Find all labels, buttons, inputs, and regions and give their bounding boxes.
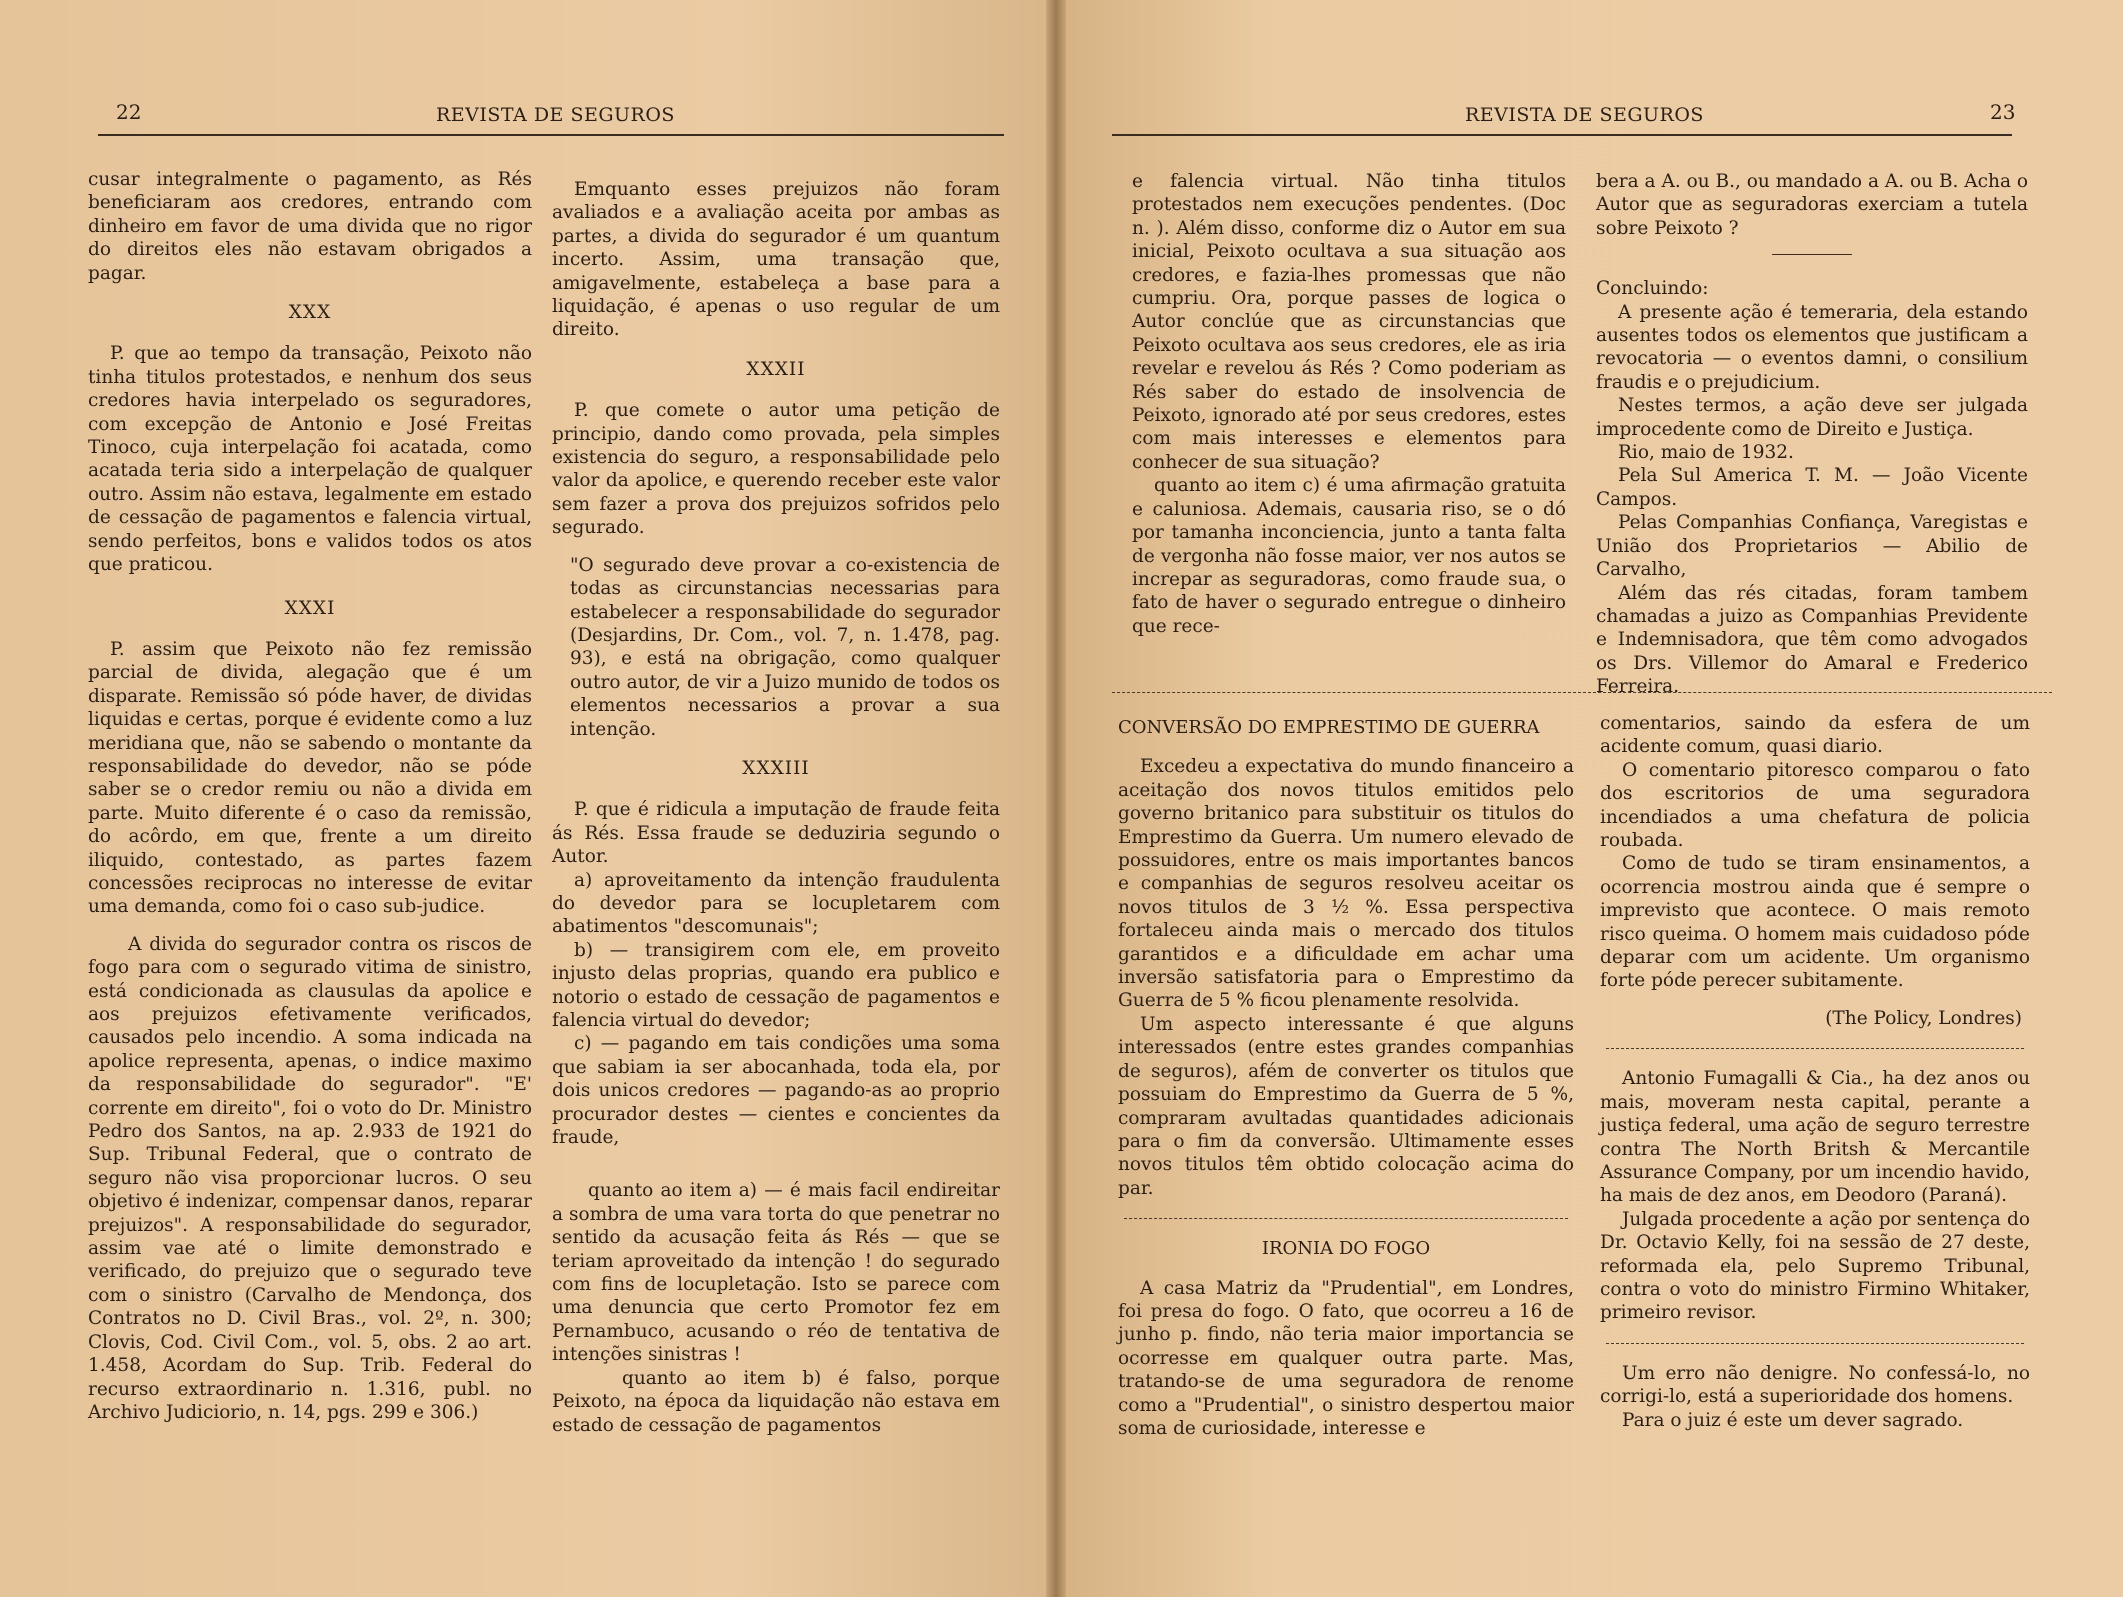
- right-column-2-top: [1596, 170, 2028, 699]
- paragraph: Pelas Companhias Confiança, Varegistas e União dos Proprietarios — Abilio de Carvalho,: [1596, 512, 2028, 581]
- paragraph: Excedeu a expectativa do mundo financeiro a aceitação dos novos titulos emitidos pelo governo britanico para substituir os titulos do Emprestimo da Guerra. Um numero elevado de possuidores, entre os mais importantes bancos e companhias de seguros resolveu aceitar os novos titulos de 3 ½ %. Essa perspectiva fortaleceu ainda mais o mercado dos titulos garantidos e a dificuldade em achar uma inversão satisfatoria para o Emprestimo da Guerra de 5 % ficou plenamente resolvida.: [1118, 756, 1574, 1012]
- left-column-2: [552, 178, 1000, 1437]
- right-column-1-bottom: [1118, 712, 1574, 1440]
- right-column-1-top: [1132, 170, 1566, 638]
- short-rule: [1772, 254, 1852, 255]
- paragraph: Julgada procedente a ação por sentença do Dr. Octavio Kelly, foi na sessão de 27 deste, reformada ela, pelo Supremo Tribunal, contra o voto do ministro Firmino Whitaker, primeiro revisor.: [1600, 1208, 2030, 1324]
- paragraph: comentarios, saindo da esfera de um acidente comum, quasi diario.: [1600, 713, 2030, 758]
- section-heading: XXXIII: [742, 757, 810, 779]
- paragraph: Concluindo:: [1596, 278, 1709, 300]
- paragraph: c) — pagando em tais condições uma soma que sabiam ia ser abocanhada, toda ela, por dois unicos credores — pagando-as ao proprio procurador destes — cientes e concientes da fraude,: [552, 1033, 1000, 1149]
- paragraph: Para o juiz é este um dever sagrado.: [1622, 1409, 1964, 1431]
- paragraph: quanto ao item b) é falso, porque Peixoto, na época da liquidação não estava em estado de cessação de pagamentos: [552, 1367, 1000, 1436]
- right-column-2-bottom: [1600, 712, 2030, 1432]
- source-credit: (The Policy, Londres): [1825, 1007, 2022, 1029]
- page-gutter: [1046, 0, 1066, 1597]
- section-heading: XXXI: [284, 597, 336, 619]
- paragraph: Como de tudo se tiram ensinamentos, a ocorrencia mostrou ainda que é sempre o imprevisto que acontece. O mais remoto risco queima. O homem mais cuidadoso póde deparar com um acidente. Um organismo forte póde perecer subitamente.: [1600, 853, 2030, 992]
- article-title: CONVERSÃO DO EMPRESTIMO DE GUERRA: [1118, 717, 1540, 738]
- left-running-header: REVISTA DE SEGUROS: [436, 104, 675, 126]
- left-header-rule: [98, 134, 1004, 136]
- paragraph: P. que ao tempo da transação, Peixoto não tinha titulos protestados, e nenhum dos seus credores havia interpelado os seguradores, com excepção de Antonio e José Freitas Tinoco, cuja interpelação foi acatada, como acatada teria sido a interpelação de qualquer outro. Assim não estava, legalmente em estado de cessação de pagamentos e falencia virtual, sendo perfeitos, bons e validos todos os atos que praticou.: [88, 343, 532, 576]
- paragraph: e falencia virtual. Não tinha titulos protestados nem execuções pendentes. (Doc n. ). Além disso, conforme diz o Autor em sua inicial, Peixoto ocultava a sua situação aos credores, e fazia-lhes promessas que não cumpriu. Ora, porque passes de logica o Autor conclúe que as circunstancias que Peixoto ocultava aos seus credores, ele as iria revelar e revelou ás Rés ? Como poderiam as Rés saber do estado de insolvencia de Peixoto, ignorado até por seus credores, estes com mais interesses e elementos para conhecer de sua situação?: [1132, 171, 1566, 473]
- section-heading: XXX: [288, 302, 332, 324]
- paragraph: A casa Matriz da "Prudential", em Londres, foi presa do fogo. O fato, que ocorreu a 16 de junho p. findo, não teria maior importancia se ocorresse em qualquer outra parte. Mas, tratando-se de uma seguradora de renome como a "Prudential", o sinistro despertou maior soma de curiosidade, interesse e: [1118, 1277, 1574, 1439]
- left-page-number: 22: [116, 100, 142, 124]
- paragraph: b) — transigirem com ele, em proveito injusto delas proprias, quando era publico e notorio o estado de cessação de pagamentos e falencia virtual do devedor;: [552, 939, 1000, 1031]
- paragraph: A presente ação é temeraria, dela estando ausentes todos os elementos que justificam a revocatoria — o eventos damni, o consilium fraudis e o prejudicium.: [1596, 301, 2028, 393]
- right-page-number: 23: [1990, 100, 2016, 124]
- paragraph: Um aspecto interessante é que alguns interessados (entre estes grandes companhias de seguros), afém de converter os titulos que possuiam do Emprestimo da Guerra de 5 %, compraram avultadas quantidades adicionais para o fim da conversão. Ultimamente esses novos titulos têm obtido colocação acima do par.: [1118, 1013, 1574, 1199]
- article-title: IRONIA DO FOGO: [1261, 1238, 1431, 1260]
- section-heading: XXXII: [746, 358, 806, 380]
- dashed-separator: [1124, 1218, 1568, 1219]
- paragraph: Um erro não denigre. No confessá-lo, no corrigi-lo, está a superioridade dos homens.: [1600, 1362, 2030, 1408]
- paragraph: Além das rés citadas, foram tambem chamadas a juizo as Companhias Previdente e Indemnisadora, que têm como advogados os Drs. Villemor do Amaral e Frederico Ferreira.: [1596, 582, 2028, 698]
- paragraph: P. que é ridicula a imputação de fraude feita ás Rés. Essa fraude se deduziria segundo o Autor.: [552, 799, 1000, 868]
- right-header-rule: [1112, 134, 2012, 136]
- left-column-1: [88, 168, 532, 1424]
- paragraph: Nestes termos, a ação deve ser julgada improcedente como de Direito e Justiça.: [1596, 395, 2028, 440]
- section-divider: [1112, 692, 2052, 693]
- dashed-separator: [1606, 1343, 2024, 1344]
- paragraph: P. assim que Peixoto não fez remissão parcial de divida, alegação que é um disparate. Remissão só póde haver, de dividas liquidas e certas, porque é evidente como a luz meridiana que, não se sabendo o montante da responsabilidade do devedor, não se póde saber se o credor remiu ou não a divida em parte. Muito diferente é o caso da remissão, do acôrdo, em que, frente a um direito iliquido, contestado, as partes fazem concessões reciprocas no interesse de evitar uma demanda, como foi o caso sub-judice.: [88, 638, 532, 918]
- paragraph: quanto ao item c) é uma afirmação gratuita e caluniosa. Ademais, causaria riso, se o dó por tamanha inconciencia, junto a tanta falta de vergonha não fosse maior, ver nos autos se increpar as seguradoras, como fraude sua, o fato de haver o segurado entregue o dinheiro que rece-: [1132, 475, 1566, 637]
- quotation: "O segurado deve provar a co-existencia de todas as circunstancias necessarias para estabelecer a responsabilidade do segurador (Desjardins, Dr. Com., vol. 7, n. 1.478, pag. 93), e está na obrigação, como qualquer outro autor, de vir a Juizo munido de todos os elementos necessarios a provar a sua intenção.: [570, 554, 1000, 740]
- paragraph: cusar integralmente o pagamento, as Rés beneficiaram aos credores, entrando com dinheiro em favor de uma divida que no rigor do direitos eles não estavam obrigados a pagar.: [88, 169, 532, 284]
- paragraph: Emquanto esses prejuizos não foram avaliados e a avaliação aceita por ambas as partes, a divida do segurador é um quantum incerto. Assim, uma transação que, amigavelmente, estabeleça a base para a liquidação, é apenas o uso regular de um direito.: [552, 179, 1000, 341]
- paragraph: Antonio Fumagalli & Cia., ha dez anos ou mais, moveram nesta capital, perante a justiça federal, uma ação de seguro terrestre contra The North Britsh & Mercantile Assurance Company, por um incendio havido, ha mais de dez anos, em Deodoro (Paraná).: [1600, 1068, 2030, 1207]
- paragraph: Rio, maio de 1932.: [1618, 442, 1794, 464]
- paragraph: P. que comete o autor uma petição de principio, dando como provada, pela simples existencia do seguro, a responsabilidade pelo valor da apolice, e querendo receber este valor sem fazer a prova dos prejuizos sofridos pelo segurado.: [552, 400, 1000, 539]
- right-running-header: REVISTA DE SEGUROS: [1465, 104, 1704, 126]
- paragraph: O comentario pitoresco comparou o fato dos escritorios de uma seguradora incendiados a uma chefatura de policia roubada.: [1600, 759, 2030, 852]
- dashed-separator: [1606, 1048, 2024, 1049]
- paragraph: Pela Sul America T. M. — João Vicente Campos.: [1596, 465, 2028, 510]
- paragraph: a) aproveitamento da intenção fraudulenta do devedor para se locupletarem com abatimentos "descomunais";: [552, 869, 1000, 938]
- paragraph: A divida do segurador contra os riscos de fogo para com o segurado vitima de sinistro, está condicionada as clausulas da apolice e aos prejuizos efetivamente verificados, causados pelo incendio. A soma indicada na apolice representa, apenas, o indice maximo da responsabilidade do segurador". "E' corrente em direito", foi o voto do Dr. Ministro Pedro dos Santos, na ap. 2.933 de 1921 do Sup. Tribunal Federal, que o contrato de seguro não visa proporcionar lucros. O seu objetivo é indenizar, compensar danos, reparar prejuizos". A responsabilidade do segurador, assim vae até o limite demonstrado e verificado, do prejuizo que o segurado teve com o sinistro (Carvalho de Mendonça, dos Contratos no D. Civil Bras., vol. 2º, n. 300; Clovis, Cod. Civil Com., vol. 5, obs. 2 ao art. 1.458, Acordam do Sup. Trib. Federal do recurso extraordinario n. 1.316, publ. no Archivo Judiciorio, n. 14, pgs. 299 e 306.): [88, 933, 532, 1423]
- paragraph: bera a A. ou B., ou mandado a A. ou B. Acha o Autor que as seguradoras exerciam a tutela sobre Peixoto ?: [1596, 171, 2028, 239]
- paragraph: quanto ao item a) — é mais facil endireitar a sombra de uma vara torta do que penetrar no sentido da acusação feita ás Rés — que se teriam aproveitado da intenção ! do segurado com fins de locupletação. Isto se parece com uma denuncia que certo Promotor fez em Pernambuco, acusando o réo de tentativa de intenções sinistras !: [552, 1180, 1000, 1366]
